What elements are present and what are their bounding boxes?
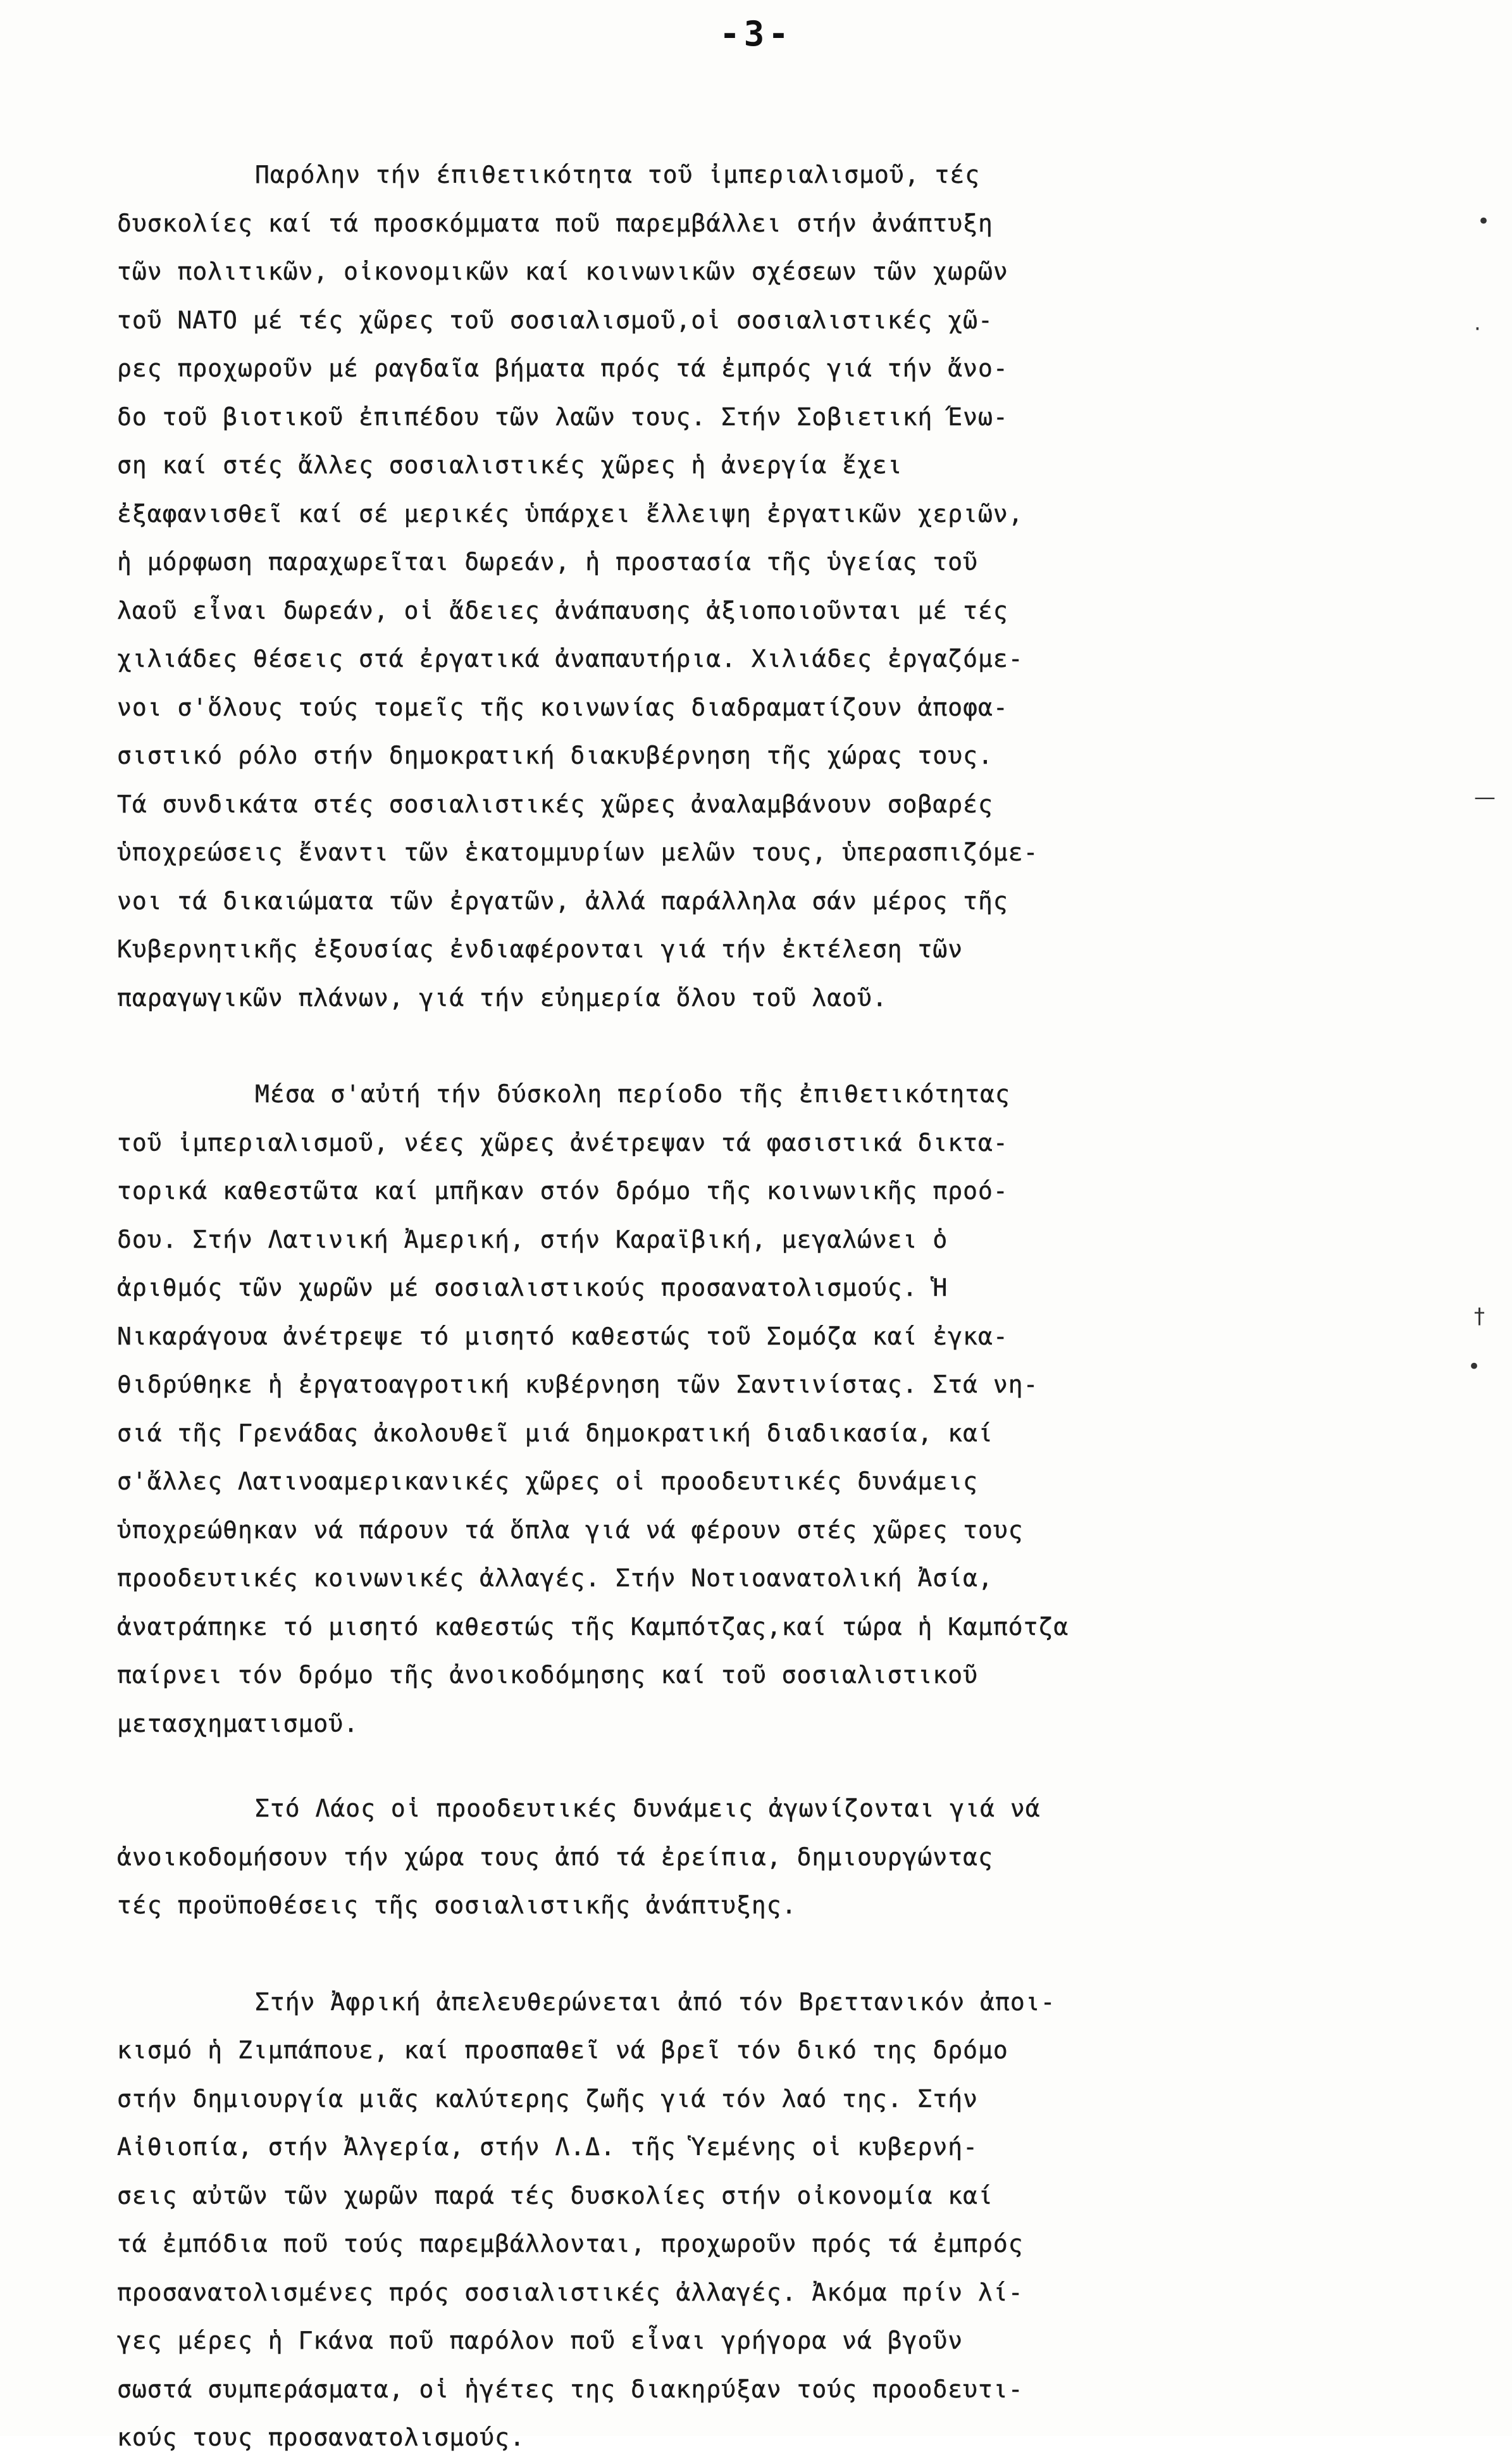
text-line: μετασχηματισμοῦ. [117, 1709, 359, 1738]
text-line: θιδρύθηκε ἡ ἐργατοαγροτική κυβέρνηση τῶν Σαντινίστας. Στά νη- [117, 1371, 1039, 1398]
text-line: ἀνοικοδομήσουν τήν χώρα τους ἀπό τά ἐρείπια, δημιουργώντας [117, 1843, 993, 1871]
text-line: παραγωγικῶν πλάνων, γιά τήν εὐημερία ὅλου τοῦ λαοῦ. [117, 983, 888, 1012]
text-line: τά ἐμπόδια ποῦ τούς παρεμβάλλονται, προχωροῦν πρός τά ἐμπρός [117, 2230, 1024, 2258]
text-line: Στήν Ἀφρική ἀπελευθερώνεται ἀπό τόν Βρεττανικόν ἀποι- [255, 1987, 1056, 2016]
text-line: τοῦ ἰμπεριαλισμοῦ, νέες χῶρες ἀνέτρεψαν τά φασιστικά δικτα- [117, 1128, 1008, 1157]
text-line: σωστά συμπεράσματα, οἱ ἡγέτες της διακηρύξαν τούς προοδευτι- [117, 2375, 1024, 2403]
paragraph-gap [117, 1022, 1306, 1070]
paragraph-4 [117, 1978, 1306, 2462]
margin-mark: • [1477, 209, 1490, 234]
text-line: τοῦ ΝΑΤΟ μέ τές χῶρες τοῦ σοσιαλισμοῦ,οἱ σοσιαλιστικές χῶ- [117, 306, 993, 334]
text-line: δου. Στήν Λατινική Ἀμερική, στήν Καραϊβική, μεγαλώνει ὁ [117, 1225, 948, 1253]
text-line: δο τοῦ βιοτικοῦ ἐπιπέδου τῶν λαῶν τους. Στήν Σοβιετική Ένω- [117, 402, 1008, 431]
text-line: κισμό ἡ Ζιμπάπουε, καί προσπαθεῖ νά βρεῖ τόν δικό της δρόμο [117, 2036, 1008, 2064]
paragraph-gap [117, 1748, 1306, 1784]
text-line: δυσκολίες καί τά προσκόμματα ποῦ παρεμβάλλει στήν ἀνάπτυξη [117, 209, 993, 237]
text-line: παίρνει τόν δρόμο τῆς ἀνοικοδόμησης καί τοῦ σοσιαλιστικοῦ [117, 1661, 979, 1689]
text-line: στήν δημιουργία μιᾶς καλύτερης ζωῆς γιά τόν λαό της. Στήν [117, 2084, 979, 2113]
text-line: σιστικό ρόλο στήν δημοκρατική διακυβέρνηση τῆς χώρας τους. [117, 742, 993, 769]
text-line: Στό Λάος οἱ προοδευτικές δυνάμεις ἀγωνίζονται γιά νά [255, 1794, 1041, 1822]
text-line: σ'ἄλλες Λατινοαμερικανικές χῶρες οἱ προοδευτικές δυνάμεις [117, 1467, 979, 1495]
paragraph-1 [117, 151, 1306, 1022]
text-line: νοι σ'ὅλους τούς τομεῖς τῆς κοινωνίας διαδραματίζουν ἀποφα- [117, 693, 1008, 721]
text-line: Μέσα σ'αὐτή τήν δύσκολη περίοδο τῆς ἐπιθετικότητας [255, 1080, 1010, 1108]
text-line: ἀριθμός τῶν χωρῶν μέ σοσιαλιστικούς προσανατολισμούς. Ἡ [117, 1274, 948, 1302]
text-line: σιά τῆς Γρενάδας ἀκολουθεῖ μιά δημοκρατική διαδικασία, καί [117, 1419, 993, 1447]
text-line: ὑποχρεώθηκαν νά πάρουν τά ὅπλα γιά νά φέρουν στές χῶρες τους [117, 1515, 1024, 1544]
text-line: προοδευτικές κοινωνικές ἀλλαγές. Στήν Νοτιοανατολική Ἀσία, [117, 1564, 993, 1592]
text-line: τές προϋποθέσεις τῆς σοσιαλιστικῆς ἀνάπτυξης. [117, 1891, 797, 1919]
document-body [117, 151, 1306, 2462]
text-line: χιλιάδες θέσεις στά ἐργατικά ἀναπαυτήρια. Χιλιάδες ἐργαζόμε- [117, 645, 1024, 673]
text-line: λαοῦ εἶναι δωρεάν, οἱ ἄδειες ἀνάπαυσης ἀξιοποιοῦνται μέ τές [117, 596, 1008, 625]
paragraph-2 [117, 1070, 1306, 1748]
margin-mark: · [1474, 316, 1481, 342]
text-line: τῶν πολιτικῶν, οἰκονομικῶν καί κοινωνικῶν σχέσεων τῶν χωρῶν [117, 258, 1008, 285]
text-line: ἀνατράπηκε τό μισητό καθεστώς τῆς Καμπότζας,καί τώρα ἡ Καμπότζα [117, 1612, 1069, 1641]
text-line: ἡ μόρφωση παραχωρεῖται δωρεάν, ἡ προστασία τῆς ὑγείας τοῦ [117, 548, 979, 576]
text-line: Αἰθιοπία, στήν Ἀλγερία, στήν Λ.Δ. τῆς Ὑεμένης οἱ κυβερνή- [117, 2133, 979, 2161]
paragraph-3 [117, 1784, 1306, 1930]
text-line: Κυβερνητικῆς ἐξουσίας ἐνδιαφέρονται γιά τήν ἐκτέλεση τῶν [117, 935, 964, 963]
text-line: ση καί στές ἄλλες σοσιαλιστικές χῶρες ἡ ἀνεργία ἔχει [117, 451, 903, 479]
text-line: νοι τά δικαιώματα τῶν ἐργατῶν, ἀλλά παράλληλα σάν μέρος τῆς [117, 886, 1008, 915]
text-line: Τά συνδικάτα στές σοσιαλιστικές χῶρες ἀναλαμβάνουν σοβαρές [117, 790, 993, 818]
text-line: Παρόλην τήν έπιθετικότητα τοῦ ἰμπεριαλισμοῦ, τές [255, 161, 981, 189]
text-line: ὑποχρεώσεις ἔναντι τῶν ἑκατομμυρίων μελῶν τους, ὑπερασπιζόμε- [117, 838, 1039, 866]
text-line: τορικά καθεστῶτα καί μπῆκαν στόν δρόμο τῆς κοινωνικῆς προό- [117, 1177, 1008, 1205]
margin-mark: • [1468, 1354, 1481, 1379]
margin-mark: † [1474, 1303, 1485, 1329]
text-line: ρες προχωροῦν μέ ραγδαῖα βήματα πρός τά ἐμπρός γιά τήν ἄνο- [117, 354, 1008, 382]
page-number: -3- [719, 14, 793, 54]
paragraph-gap [117, 1930, 1306, 1978]
margin-mark: — [1474, 785, 1496, 810]
text-line: ἐξαφανισθεῖ καί σέ μερικές ὑπάρχει ἔλλειψη ἐργατικῶν χεριῶν, [117, 499, 1024, 528]
text-line: σεις αὐτῶν τῶν χωρῶν παρά τές δυσκολίες στήν οἰκονομία καί [117, 2181, 993, 2210]
text-line: Νικαράγουα ἀνέτρεψε τό μισητό καθεστώς τοῦ Σομόζα καί ἐγκα- [117, 1322, 1008, 1350]
text-line: κούς τους προσανατολισμούς. [117, 2423, 525, 2451]
text-line: γες μέρες ἡ Γκάνα ποῦ παρόλον ποῦ εἶναι γρήγορα νά βγοῦν [117, 2327, 964, 2354]
text-line: προσανατολισμένες πρός σοσιαλιστικές ἀλλαγές. Ἀκόμα πρίν λί- [117, 2278, 1024, 2306]
